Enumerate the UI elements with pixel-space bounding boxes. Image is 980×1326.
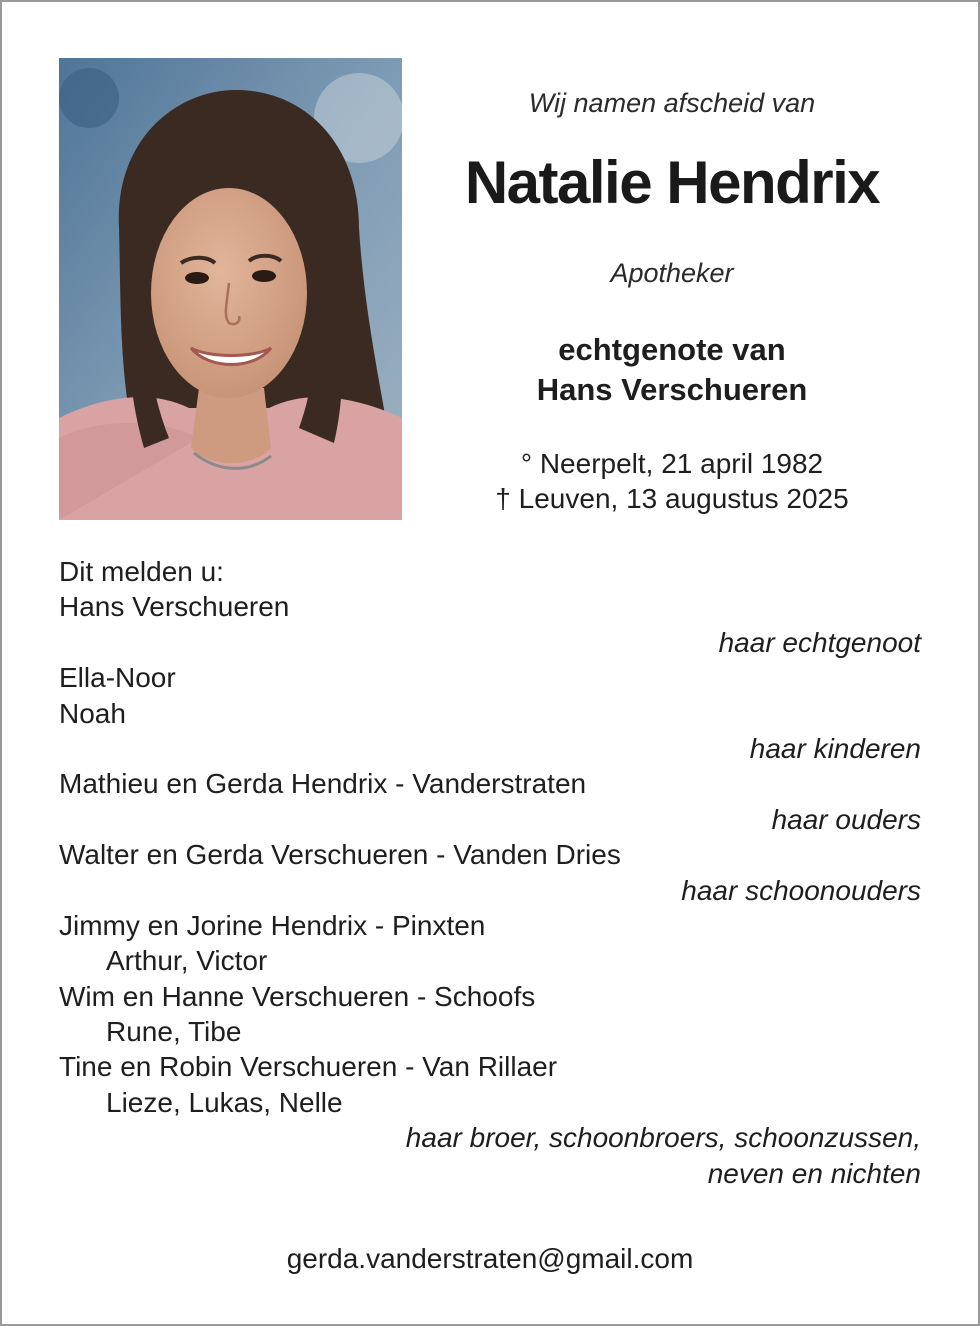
portrait-illustration [59,58,402,520]
notice-opening: Dit melden u: [59,556,224,587]
relation-label: haar ouders [771,803,921,835]
spouse-name: Hans Verschueren [536,372,808,407]
relation-label: haar kinderen [749,732,921,764]
contact-email: gerda.vanderstraten@gmail.com [286,1243,694,1274]
profession: Apotheker [610,258,734,288]
family-member-line: Tine en Robin Verschueren - Van Rillaer [59,1051,558,1083]
death-line: † Leuven, 13 augustus 2025 [495,483,849,514]
family-member-line: Hans Verschueren [59,591,290,623]
intro-text: Wij namen afscheid van [528,88,816,118]
relation-label: haar echtgenoot [718,626,921,658]
spouse-label: echtgenote van [558,332,786,367]
relation-label: haar schoonouders [681,874,921,906]
family-member-line: Noah [59,697,126,729]
deceased-name: Natalie Hendrix [464,149,880,216]
relation-label: haar broer, schoonbroers, schoonzussen, [405,1122,921,1154]
portrait-photo [59,58,402,520]
grandchildren-line: Rune, Tibe [106,1016,242,1048]
relation-label: neven en nichten [707,1157,921,1189]
family-notice [59,554,921,1191]
family-list [59,589,921,1191]
birth-line: ° Neerpelt, 21 april 1982 [520,448,824,479]
family-member-line: Ella-Noor [59,662,176,694]
grandchildren-line: Arthur, Victor [106,945,268,977]
family-member-line: Wim en Hanne Verschueren - Schoofs [59,980,536,1012]
family-member-line: Jimmy en Jorine Hendrix - Pinxten [59,909,486,941]
family-member-line: Mathieu en Gerda Hendrix - Vanderstraten [59,768,587,800]
grandchildren-line: Lieze, Lukas, Nelle [106,1086,343,1118]
family-member-line: Walter en Gerda Verschueren - Vanden Dries [59,839,621,871]
